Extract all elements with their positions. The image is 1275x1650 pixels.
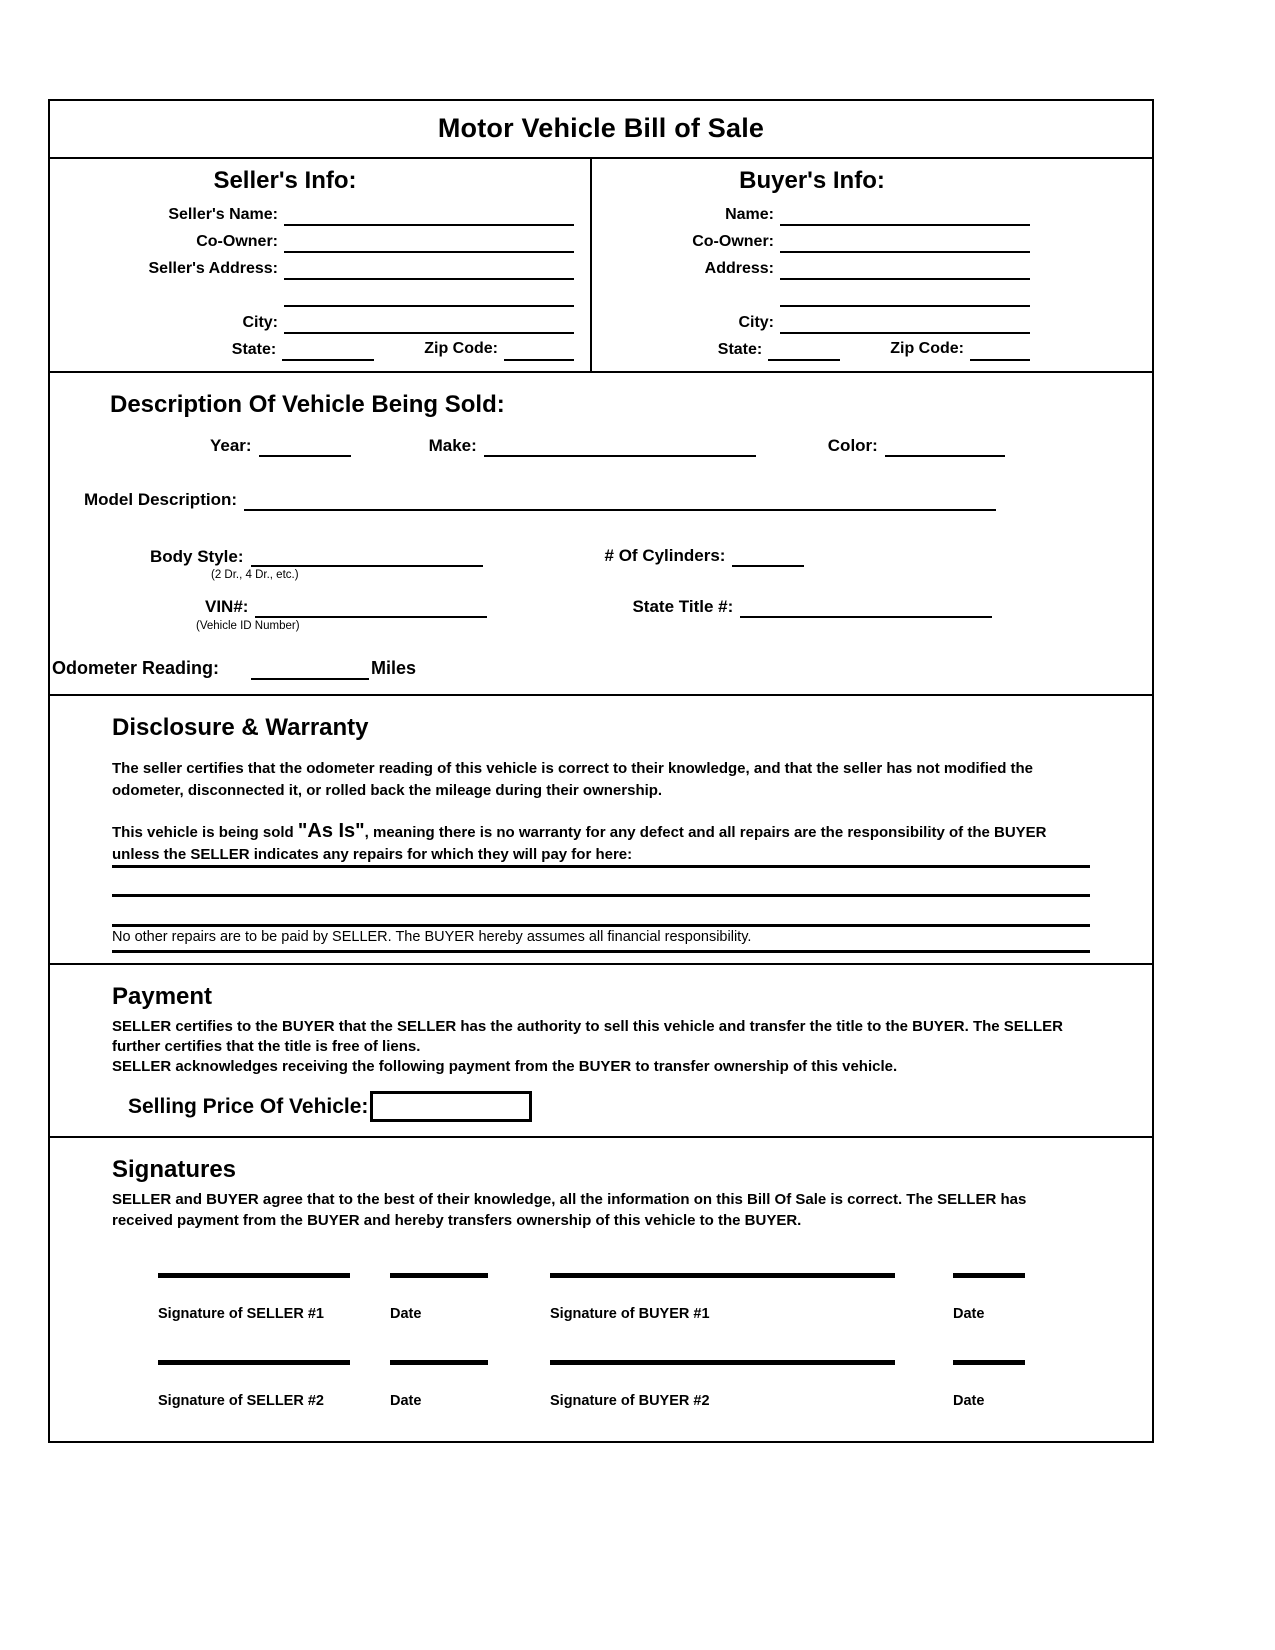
seller-coowner-label: Co-Owner: [196,233,278,250]
seller-info-panel [50,159,592,371]
seller-zip-label: Zip Code: [424,340,498,357]
buyer-state-zip-row [592,334,1152,361]
payment-section [50,965,1152,1139]
seller-2-signature-caption: Signature of SELLER #2 [158,1392,324,1409]
vin-note: (Vehicle ID Number) [196,619,300,632]
body-style-note: (2 Dr., 4 Dr., etc.) [211,569,299,581]
sig-gap [488,1360,550,1409]
seller-state-input[interactable] [282,336,374,361]
as-is-lead-text: This vehicle is being sold [112,823,298,841]
state-title-label: State Title #: [632,596,734,616]
seller-1-date-caption: Date [390,1305,422,1322]
color-label: Color: [827,436,878,455]
disclosure-repairs-line [112,845,1090,868]
as-is-term: "As Is" [297,819,365,842]
vin-label: VIN#: [205,596,249,616]
buyer-address2-input[interactable] [780,282,1030,307]
buyer-city-row [592,307,1152,334]
odometer-row [50,656,1152,680]
make-label: Make: [428,436,477,455]
seller-name-row [50,199,590,226]
model-description-input[interactable] [244,487,996,511]
buyer-coowner-label: Co-Owner: [692,233,774,250]
disclosure-warranty-section [50,696,1152,965]
odometer-units-label: Miles [371,658,417,678]
buyer-city-input[interactable] [780,309,1030,334]
buyer-2-signature-cell [550,1360,895,1409]
seller-coowner-row [50,226,590,253]
buyer-address-input[interactable] [780,255,1030,280]
signature-row-2 [158,1360,1152,1409]
vehicle-vin-title-row [50,594,1152,618]
seller-zip-input[interactable] [504,336,574,361]
seller-state-label: State: [231,341,277,358]
sig-gap [895,1360,953,1409]
seller-1-signature-caption: Signature of SELLER #1 [158,1305,324,1322]
vehicle-description-heading: Description Of Vehicle Being Sold: [110,391,505,418]
seller-2-date-cell [390,1360,488,1409]
vehicle-bodystyle-cylinders-row [50,543,1152,567]
buyer-name-input[interactable] [780,201,1030,226]
seller-address-input[interactable] [284,255,574,280]
buyer-state-label: State: [717,341,763,358]
disclosure-as-is-paragraph [112,818,1090,845]
seller-address-row [50,253,590,280]
seller-2-signature-cell [158,1360,350,1409]
buyer-zip-label: Zip Code: [890,340,964,357]
signatures-section [50,1138,1152,1441]
seller-coowner-input[interactable] [284,228,574,253]
state-title-input[interactable] [740,594,992,618]
repairs-write-in-line-2[interactable] [112,897,1090,927]
buyer-name-label: Name: [725,206,774,223]
seller-1-date-cell [390,1273,488,1322]
disclosure-paragraph-1: The seller certifies that the odometer reading of this vehicle is correct to their knowledge, and that the seller has not modified the odometer, disconnected it, or rolled back the mileage during their ownership. [112,760,1034,799]
signature-row-spacer [50,1322,1152,1360]
selling-price-label: Selling Price Of Vehicle: [128,1094,369,1118]
repairs-prompt-underlined: unless the SELLER indicates any repairs for which they will pay for here: [112,845,1090,868]
sig-gap [350,1273,390,1322]
sig-gap [350,1360,390,1409]
cylinders-input[interactable] [732,543,804,567]
buyer-city-label: City: [738,314,774,331]
signature-spacer [50,1231,1152,1273]
make-input[interactable] [484,433,756,457]
bill-of-sale-form [48,99,1154,1443]
seller-name-input[interactable] [284,201,574,226]
seller-1-signature-cell [158,1273,350,1322]
odometer-label: Odometer Reading: [52,658,220,678]
buyer-2-date-caption: Date [953,1392,985,1409]
payment-paragraph-1: SELLER certifies to the BUYER that the SELLER has the authority to sell this vehicle and transfer the title to the BUYER. The SELLER further certifies that the title is free of liens. [112,1017,1063,1055]
disclosure-heading: Disclosure & Warranty [112,714,369,741]
seller-address2-row [50,280,590,307]
seller-address-label: Seller's Address: [148,260,278,277]
buyer-1-date-cell [953,1273,1025,1322]
vehicle-description-section [50,373,1152,696]
vehicle-model-row [50,487,1152,511]
title-band [50,101,1152,159]
buyer-info-panel [592,159,1152,371]
signatures-paragraph: SELLER and BUYER agree that to the best of their knowledge, all the information on this Bill Of Sale is correct. The SELLER has received payment from the BUYER and hereby transfers ownership of this vehicle to the BUYER. [112,1191,1027,1229]
buyer-1-signature-cell [550,1273,895,1322]
buyer-1-date-caption: Date [953,1305,985,1322]
selling-price-row [128,1091,1152,1122]
sig-gap [488,1273,550,1322]
as-is-rest-text: , meaning there is no warranty for any defect and all repairs are the responsibility of the BUYER [364,823,1047,841]
buyer-state-input[interactable] [768,336,840,361]
signatures-heading: Signatures [112,1156,237,1184]
payment-paragraph-2: SELLER acknowledges receiving the following payment from the BUYER to transfer ownership of this vehicle. [112,1058,898,1075]
sig-gap [895,1273,953,1322]
body-style-label: Body Style: [150,547,244,566]
color-input[interactable] [885,433,1005,457]
seller-city-label: City: [242,314,278,331]
cylinders-label: # Of Cylinders: [604,546,726,565]
buyer-address2-row [592,280,1152,307]
bottom-spacer [50,1409,1152,1433]
model-description-label: Model Description: [84,490,238,509]
vehicle-year-make-color-row [50,433,1152,457]
seller-city-input[interactable] [284,309,574,334]
buyer-2-date-cell [953,1360,1025,1409]
selling-price-input[interactable] [370,1091,532,1122]
seller-city-row [50,307,590,334]
payment-heading: Payment [112,982,213,1010]
repairs-write-in-line-1[interactable] [112,868,1090,897]
buyer-1-signature-caption: Signature of BUYER #1 [550,1305,710,1322]
buyer-coowner-row [592,226,1152,253]
seller-address2-input[interactable] [284,282,574,307]
year-label: Year: [210,436,252,455]
body-style-input[interactable] [251,543,483,567]
buyer-coowner-input[interactable] [780,228,1030,253]
seller-state-zip-row [50,334,590,361]
signature-row-1 [158,1273,1152,1322]
seller-name-label: Seller's Name: [168,206,278,223]
seller-2-date-caption: Date [390,1392,422,1409]
vin-input[interactable] [255,594,487,618]
buyer-address-row [592,253,1152,280]
parties-section [50,159,1152,373]
odometer-input[interactable] [251,656,369,680]
buyer-name-row [592,199,1152,226]
buyer-zip-input[interactable] [970,336,1030,361]
buyer-address-label: Address: [704,260,774,277]
year-input[interactable] [259,433,351,457]
no-other-repairs-statement: No other repairs are to be paid by SELLER. The BUYER hereby assumes all financial responsibility. [112,927,1090,953]
buyer-2-signature-caption: Signature of BUYER #2 [550,1392,710,1409]
page-title: Motor Vehicle Bill of Sale [437,113,765,143]
buyer-heading: Buyer's Info: [739,167,885,194]
seller-heading: Seller's Info: [213,167,357,194]
